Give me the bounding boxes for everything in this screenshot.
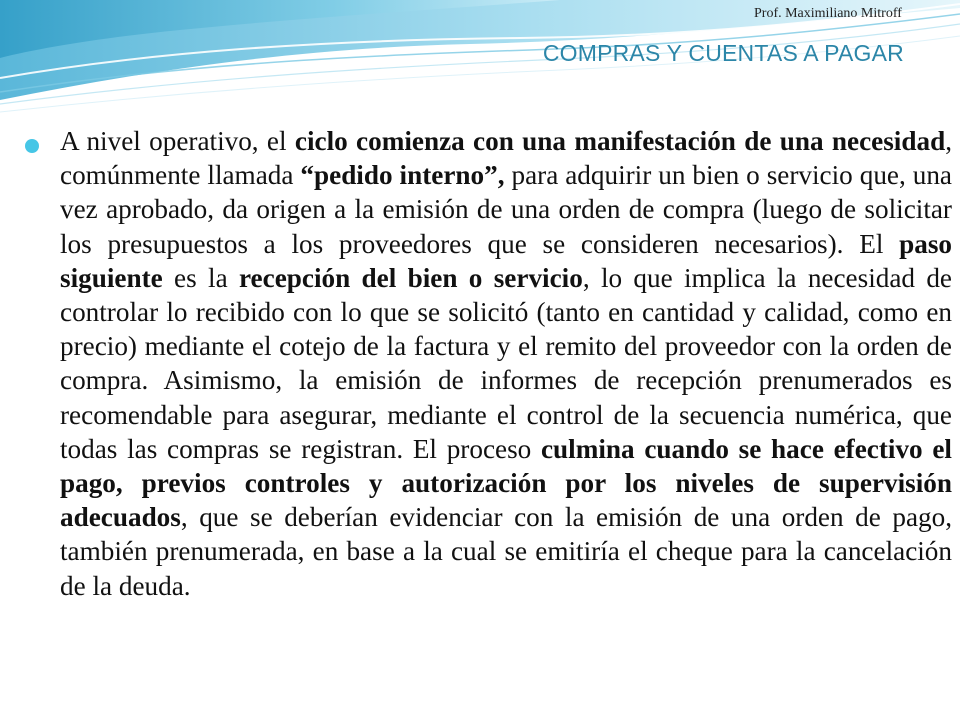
text-segment: , que se deberían evidenciar con la emisión de una orden de pago, también prenumerada, en base a la cual se emitiría el cheque para la cancelación de la deuda.: [60, 502, 952, 601]
bullet-marker: [25, 139, 39, 153]
text-segment: A nivel operativo, el: [60, 126, 295, 156]
text-segment: es la: [162, 262, 239, 293]
text-segment: para adquirir un bien o servicio que, una vez aprobado, da origen a la emisión de una orden de compra (luego de solicitar los presupuestos a los proveedores que se consideren necesarios). El: [60, 160, 953, 259]
slide-title: COMPRAS Y CUENTAS A PAGAR: [542, 40, 904, 66]
bold-segment: culmina cuando se hace efectivo el pago, previos controles y autorización por los niveles de supervisión adecuados: [60, 433, 952, 533]
bold-segment: recepción del bien o servicio: [238, 262, 583, 293]
bullet-paragraph: [60, 124, 952, 603]
author-label: Prof. Maximiliano Mitroff: [754, 6, 902, 21]
text-segment: , lo que implica la necesidad de controlar lo recibido con lo que se solicitó (tanto en cantidad y calidad, como en precio) mediante el cotejo de la factura y el remito del proveedor con la orden de compra. Asimismo, la emisión de informes de recepción prenumerados es recomendable para asegurar, mediante el control de la secuencia numérica, que todas las compras se registran. El proceso: [60, 262, 952, 464]
text-segment: , comúnmente llamada: [60, 126, 952, 191]
bold-segment: paso siguiente: [60, 228, 952, 293]
bold-segment: “pedido interno”,: [300, 160, 505, 191]
bold-segment: ciclo comienza con una manifestación de una necesidad: [294, 126, 946, 156]
